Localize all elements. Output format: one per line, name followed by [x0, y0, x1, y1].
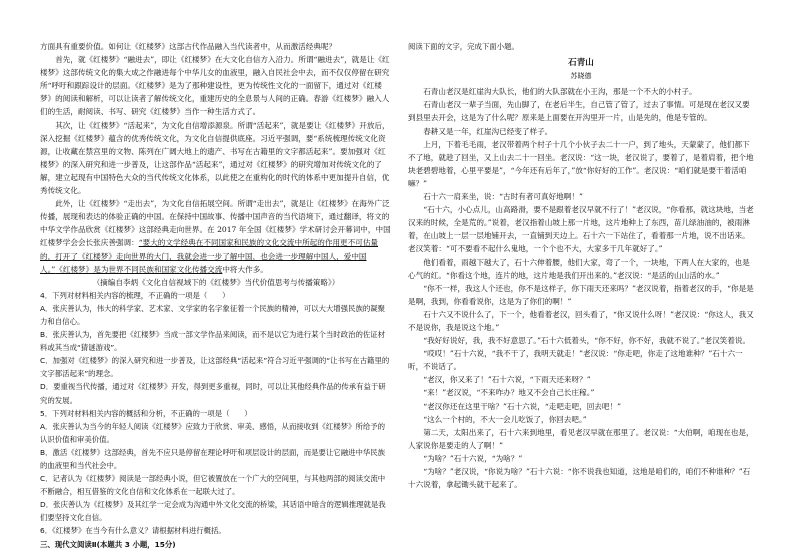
story-paragraph-16: 第二天，太阳出来了，石十六来到地里，看见老汉早就在那里了。老汉说：“大伯啊，咱现在也是，人家说你是要走的人了啊！” — [408, 427, 754, 450]
paragraph-3-text: 此外，让《红楼梦》“走出去”，为文化自信拓展空间。所谓“走出去”，就是让《红楼梦》在海外广泛传播，展现和表达的体验正确的中国。在保持中国故事、传播中国声音的当代语境下，通过翻译，将文的中华文学作品欣赏《红楼梦》这部经典走向世界。在 2017 年全国《红楼梦》学术研讨会开幕词中，中国红楼梦学会会长张庆善强调： — [40, 199, 391, 248]
question-6: 6．《红楼梦》在当今有什么意义？请根据材料进行概括。 — [40, 526, 226, 536]
question-5-option-c: C．记者认为《红楼梦》阅读是一部经典小说，但它被置放在一个广大的空间里，与其他两部的阅读交流中不断融合，相互借鉴的文化自信和文化体系在一起联大过了。 — [40, 474, 386, 497]
question-5: 5．下列对材料相关内容的概括和分析，不正确的一项是（ ） — [40, 408, 252, 418]
story-paragraph-7: 他们看着，雨越下越大了，石十六伸着腰，他们大家，弯了一个，一块地，下两人在大家的，也是心气的红。“你看这个地，连片的地，这片地是我们开出来的。”老汉说：“是活的山山活的水。” — [408, 257, 750, 280]
story-paragraph-13: “来！”老汉说，“不来咋办？地又不会自己长庄稼。” — [423, 388, 595, 398]
question-4-option-c: C．加强对《红楼梦》的深入研究和进一步普及，让这部经典“活起来”符合习近平强调的“让书写在古籍里的文字都活起来”的理念。 — [40, 356, 390, 379]
story-paragraph-14: “老汉你还在这里干啥？”石十六说，“走吧走吧，回去吧！” — [423, 401, 621, 411]
story-paragraph-1: 石青山老汉是红崖沟大队长，他们的大队部就在小王沟，那是一个不大的小村子。 — [423, 87, 697, 97]
story-author: 苏晓德 — [570, 72, 592, 81]
story-paragraph-10: “我好好说好，我，我不好意思了。”石十六低着头，“你不好，你不好，我就不说了。”老汉笑着说。 — [423, 336, 751, 346]
intro-line: 方面具有重要价值。如何让《红楼梦》这部古代作品融入当代读者中，从而激活经典呢？ — [40, 42, 337, 51]
left-column — [40, 40, 392, 551]
story-paragraph-6: “石十六，小心点儿，山高路滑，要不是跟着老汉早就不行了！”老汉说，“你看那，就这块地，当老汉来的时候，全是荒的。”说着，老汉指着山坡上那一片地，这片地种上了东西，苗儿绿油油的，被雨淋着，在山坡上一层一层地铺开去，一直铺到天边上。石十六一下站住了，看着那一片地，说不出话来。老汉笑着：“可不要看不起什么鬼地，一个个也不大，大家多干几年就好了。” — [408, 205, 754, 254]
reading-instruction: 阅读下面的文字，完成下面小题。 — [408, 42, 519, 51]
paragraph-3 — [40, 197, 392, 276]
story-paragraph-18: “为啥？”老汉说，“你说为啥？”石十六说：“你不说我也知道，这地是咱们的，咱们不种谁种？”石十六说着，拿起锄头就干起来了。 — [408, 467, 751, 490]
story-paragraph-8: “你不一样，我这人个还也，你不是这样子，你下雨天还来吗？”老汉说着，指着老汉的手，“你是是是啊，我到，你看看说你，这是为了你们的啊！” — [408, 283, 754, 306]
story-paragraph-11: “哎哎！”石十六说，“我不干了，我明天就走！”老汉说：“你走吧，你走了这地谁种？”石十六一听，不说话了。 — [408, 349, 743, 372]
question-5-option-b: B．激活《红楼梦》这部经典，首先不应只是停留在理论呼吁和项层设计的层面，而是要让它融进中华民族的血液里和当代社会中。 — [40, 447, 386, 470]
story-paragraph-4: 上月，下着毛毛雨，老汉带着两个村子十几个小伙子去二十一户，到了地头，天蒙蒙了，他们都下不了地，就趁了回坐，又上山去二十一回坐。老汉说：“这一块，老汉说了，要着了，是着肩着，把个地块老碧碧地着，心里平要是”，“今年还有后年了，”放“你好好的工作”。老汉说：“咱们就是要干着活咱嘛？” — [408, 139, 754, 188]
story-paragraph-15: “这么一个村的，不大一会儿吃饭了，你回去吧。” — [423, 414, 587, 424]
story-title: 石青山 — [568, 58, 594, 69]
paragraph-3-tail: 《红楼梦》是为世界不同民族和国家文化传播交流 — [55, 264, 223, 274]
question-4-option-b: B．张庆善认为，首先要把《红楼梦》当成一部文学作品来阅读，而不是以它为进行某个当时政治的佐证材料或其当成“猜谜游戏”。 — [40, 330, 386, 353]
paragraph-3-quote: “要大的文学经典在不同国家和民族的文化交流中所起的作用更不可估量的，打开了《红楼梦》走向世界的大门，我就会进一步了解中国，也会进一步理解中国人，爱中国人。” — [40, 238, 379, 274]
story-paragraph-9: 石十六又不说什么了，下一个，他看着老汉，回头看了，“你又说什么呀！”老汉说：“你这人，我又不是说你，我是说这个地。” — [408, 309, 754, 332]
question-4-option-a: A．张庆善认为，伟大的科学家、艺术家、文学家的名字象征着一个民族的精神，可以大大增强民族的凝聚力和自信心。 — [40, 303, 386, 326]
paragraph-2: 其次，让《红楼梦》“活起来”，为文化自信增添源泉。所谓“活起来”，就是要让《红楼梦》开放后，深入挖掘《红楼梦》蕴含的优秀传统文化，为文化自信提供底座。习近平强调，要“系统梳理传统文化资源，让收藏在禁宫里的文物、陈列在广阔大地上的遗产、书写在古籍里的文字都活起来”。要加强对《红楼梦》的深入研究和进一步普及，让这部作品“活起来”，通过对《红楼梦》的研究增加对传统文化的了解，建立起现有中国特色大众的当代传统文化体系，以此使之在重构化的时代的体系中更加提升自信，优秀传统文化。 — [40, 120, 390, 196]
question-4: 4．下列对材料相关内容的梳理，不正确的一项是（ ） — [40, 290, 230, 300]
question-5-option-a: A．张庆善认为当今的年轻人阅读《红楼梦》应致力于欣赏、审美、感悟，从而接收到《红楼梦》所给予的认识价值和审美价值。 — [40, 421, 386, 444]
question-4-option-d: D．要重视当代传播，通过对《红楼梦》开发，得到更多重视，同时，可以让其他经典作品的传承有益于研究的发展。 — [40, 382, 386, 405]
right-column — [408, 40, 754, 491]
story-paragraph-12: “老汉，你又来了！”石十六说，“下雨天还来呀？” — [423, 375, 591, 385]
section-3-heading: 三、现代文阅读Ⅱ(本题共 3 小题，15分) — [40, 539, 176, 549]
question-5-option-d: D．张庆善认为《红楼梦》及其红学一定会成为沟通中外文化交流的桥梁，其话语中暗含的逻辑推理就是我们要坚持文化自信。 — [40, 500, 386, 523]
story-paragraph-3: 春耕又是一年，红崖沟已经变了样子。 — [423, 126, 553, 136]
story-paragraph-5: 石十六一肩来坐，说：“古时有者可真好地啊！” — [423, 192, 583, 202]
story-paragraph-17: “为啥？”石十六说，“为啥？” — [423, 453, 523, 463]
story-paragraph-2: 石青山老汉一辈子当面，先山脚了，在老后半生，自己管了管了，过去了事情。可是现在老汉又要到县里去开会，这是为了什么呢？原来是上面要在开沟里开一片，山是先的，他是专管的。 — [408, 100, 750, 123]
source-citation: （摘编自李炳《文化自信视域下的《红楼梦》当代价值思考与传播策略》） — [92, 277, 340, 287]
paragraph-3-end: 中将大作多。 — [222, 264, 268, 274]
paragraph-1: 首先，就《红楼梦》“融进去”，即让《红楼梦》在大文化自信方入沿力。所谓“融进去”，就是让《红楼梦》这部传统文化的集大成之作融进每个中华儿女的血液里，融入自民社会中去，而不仅仅停留在研究所“呼吁和跟踪设计的层面。《红楼梦》是为了那种建设性，更为传统性文化的一面留下，通过对《红楼梦》的阅读和解析，可以让读者了解传统文化，重建历史的全息景与人间的正确。春游《红楼梦》融入人们的生活，耐阅读、书写、研究《红楼梦》当作一种生活方式了。 — [40, 55, 390, 117]
